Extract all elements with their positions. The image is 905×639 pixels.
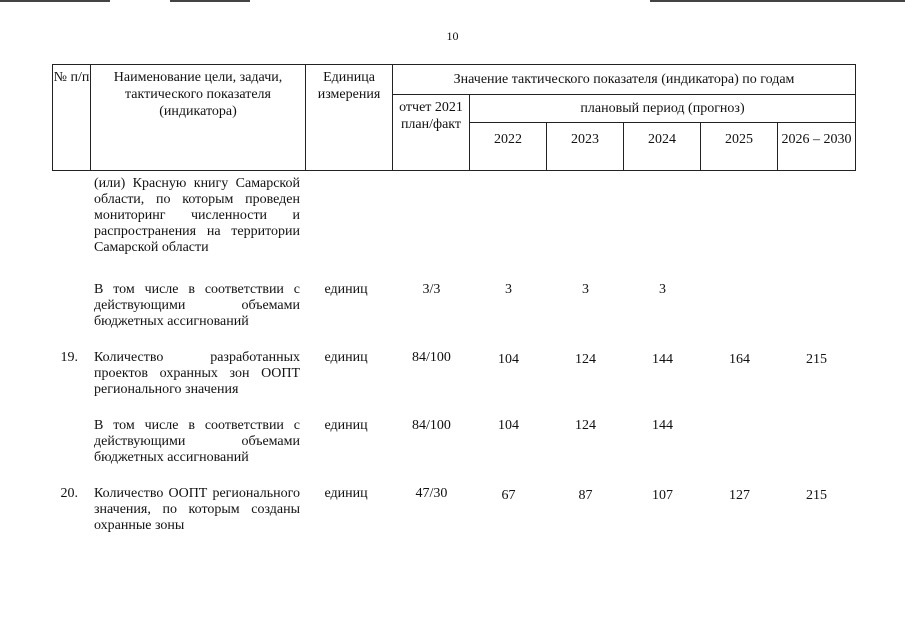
row-report: 84/100 xyxy=(412,418,451,433)
scan-edge-line xyxy=(0,0,110,2)
header-col-unit: Единица измерения xyxy=(306,65,393,171)
header-col-report: отчет 2021 план/факт xyxy=(393,95,470,171)
row-value: 104 xyxy=(498,418,519,433)
row-value: 107 xyxy=(652,488,673,503)
row-name: Количество ООПТ регионального значения, по которым созданы охранные зоны xyxy=(94,486,300,533)
row-report: 3/3 xyxy=(422,282,441,297)
header-col-plan: плановый период (прогноз) xyxy=(470,95,856,123)
row-name: В том числе в соответствии с действующими объемами бюджетных ассигнований xyxy=(94,282,300,329)
row-value: 144 xyxy=(652,418,673,433)
row-value: 144 xyxy=(652,352,673,367)
row-value: 3 xyxy=(582,282,589,297)
row-value: 67 xyxy=(501,488,516,503)
row-value: 124 xyxy=(575,418,596,433)
scan-edge-line xyxy=(170,0,250,2)
row-value: 127 xyxy=(729,488,750,503)
row-number: 20. xyxy=(60,486,78,501)
header-year: 2026 – 2030 xyxy=(778,123,856,171)
header-year: 2023 xyxy=(547,123,624,171)
header-year: 2025 xyxy=(701,123,778,171)
table-header xyxy=(52,64,856,171)
header-col-name: Наименование цели, задачи, тактического показателя (индикатора) xyxy=(91,65,306,171)
page-number: 10 xyxy=(446,29,459,43)
row-unit: единиц xyxy=(324,282,368,297)
row-value: 215 xyxy=(806,352,827,367)
row-name: (или) Красную книгу Самарской области, по которым проведен мониторинг численности и распространения на территории Самарской области xyxy=(94,176,300,255)
row-report: 47/30 xyxy=(415,486,448,501)
row-value: 215 xyxy=(806,488,827,503)
row-unit: единиц xyxy=(324,486,368,501)
header-year: 2022 xyxy=(470,123,547,171)
row-value: 164 xyxy=(729,352,750,367)
row-report: 84/100 xyxy=(412,350,451,365)
row-value: 124 xyxy=(575,352,596,367)
row-value: 87 xyxy=(578,488,593,503)
row-number: 19. xyxy=(60,350,78,365)
header-year: 2024 xyxy=(624,123,701,171)
row-value: 104 xyxy=(498,352,519,367)
row-name: Количество разработанных проектов охранных зон ООПТ регионального значения xyxy=(94,350,300,397)
row-unit: единиц xyxy=(324,418,368,433)
row-value: 3 xyxy=(505,282,512,297)
row-value: 3 xyxy=(659,282,666,297)
scan-edge-line xyxy=(650,0,905,2)
row-unit: единиц xyxy=(324,350,368,365)
header-col-values: Значение тактического показателя (индикатора) по годам xyxy=(393,65,856,95)
header-col-number: № п/п xyxy=(53,65,91,171)
row-name: В том числе в соответствии с действующими объемами бюджетных ассигнований xyxy=(94,418,300,465)
